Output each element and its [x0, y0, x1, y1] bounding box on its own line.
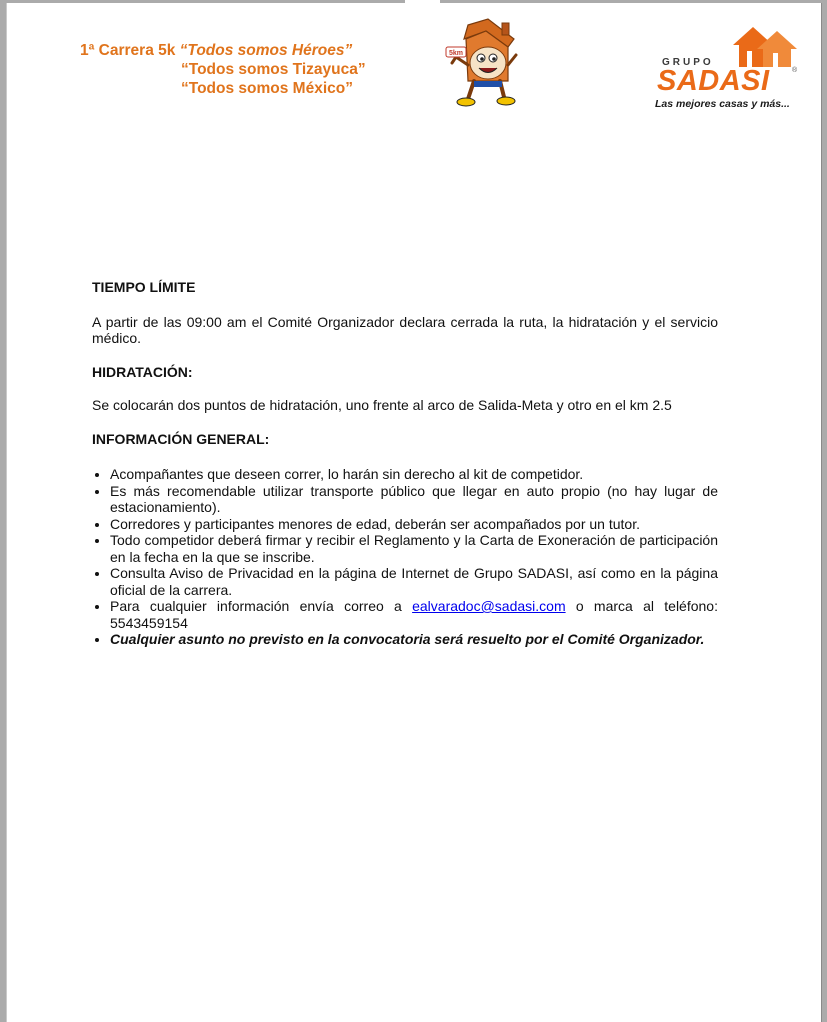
list-item-contact: [110, 598, 718, 631]
logo-house-icon: [729, 23, 799, 71]
heading-tiempo-limite: TIEMPO LÍMITE: [92, 279, 196, 295]
list-item: • Es más recomendable utilizar transporte público que llegar en auto propio (no hay lugar de estacionamiento).: [110, 483, 718, 516]
list-item: • Corredores y participantes menores de edad, deberán ser acompañados por un tutor.: [110, 516, 718, 533]
race-title-line-2: [181, 60, 366, 79]
mascot-badge-text: 5km: [448, 50, 464, 57]
list-item-final-note: • Cualquier asunto no previsto en la convocatoria será resuelto por el Comité Organizador.: [110, 631, 718, 648]
grupo-sadasi-logo: [655, 23, 800, 115]
race-slogan-heroes: “Todos somos Héroes”: [179, 42, 353, 59]
paragraph-hidratacion: Se colocarán dos puntos de hidratación, uno frente al arco de Salida-Meta y otro en el km 2.5: [92, 397, 672, 413]
logo-tagline: Las mejores casas y más...: [655, 98, 790, 110]
logo-group-label: GRUPO: [662, 57, 714, 68]
race-title-line-1: [80, 41, 352, 60]
heading-informacion-general: INFORMACIÓN GENERAL:: [92, 430, 270, 447]
house-mascot-icon: [438, 17, 520, 111]
document-page: [7, 3, 821, 1022]
contact-email-link[interactable]: ealvaradoc@sadasi.com: [412, 598, 566, 614]
race-slogan-mexico: “Todos somos México”: [181, 80, 353, 97]
list-item: • Acompañantes que deseen correr, lo harán sin derecho al kit de competidor.: [110, 466, 718, 483]
document-body: [92, 279, 718, 648]
logo-registered-mark: ®: [792, 67, 798, 74]
race-slogan-tizayuca: “Todos somos Tizayuca”: [181, 61, 366, 78]
paragraph-tiempo-limite: A partir de las 09:00 am el Comité Organizador declara cerrada la ruta, la hidratación y el servicio médico.: [92, 313, 718, 346]
list-item: • Consulta Aviso de Privacidad en la página de Internet de Grupo SADASI, así como en la página oficial de la carrera.: [110, 565, 718, 598]
heading-hidratacion: HIDRATACIÓN:: [92, 363, 193, 380]
contact-suffix: o marca al teléfono: 5543459154: [110, 598, 718, 631]
contact-prefix: Para cualquier información envía correo a: [110, 598, 413, 614]
logo-brand-name: SADASI: [657, 65, 770, 97]
info-list: [92, 466, 718, 648]
list-item: • Todo competidor deberá firmar y recibir el Reglamento y la Carta de Exoneración de participación en la fecha en la que se inscribe.: [110, 532, 718, 565]
race-title-prefix: 1ª Carrera 5k: [80, 42, 180, 59]
race-title-line-3: [181, 79, 353, 98]
